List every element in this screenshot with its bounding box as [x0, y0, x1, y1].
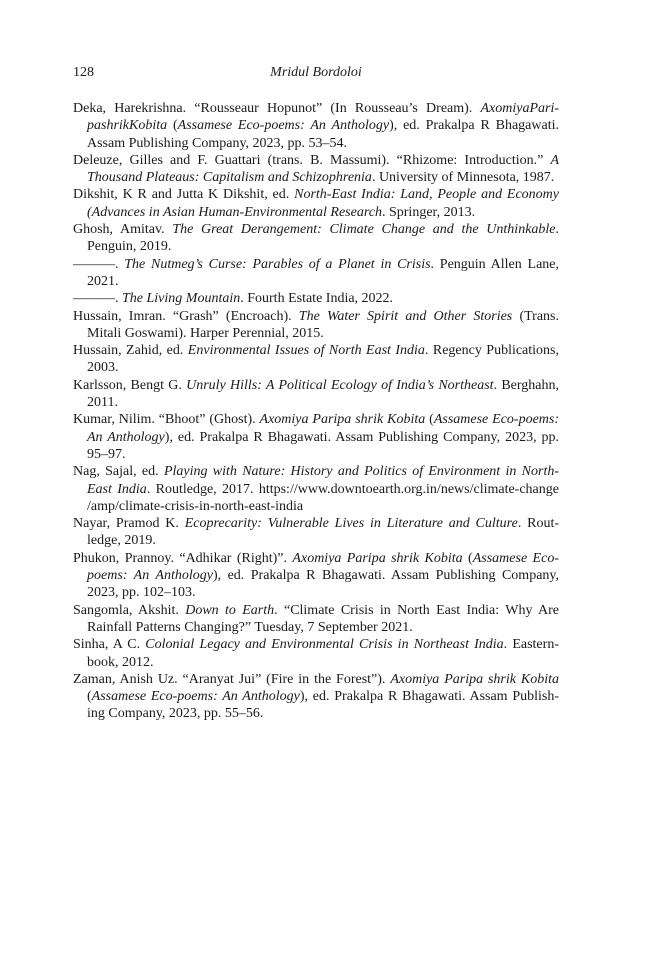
reference-text: ), ed. Prakalpa R Bhagawati. Assam Publishing Company, 2023, pp. 95–97. — [87, 429, 559, 462]
reference-text: Kumar, Nilim. “Bhoot” (Ghost). — [73, 412, 260, 428]
reference-entry — [73, 221, 559, 256]
reference-text: . Penguin, 2019. — [87, 222, 560, 255]
reference-text: . Routledge, 2017. https://www.downtoearth.org.in/news/climate-change /amp/climate-crisis-in-north-east-india — [87, 481, 559, 514]
reference-text: Sinha, A C. — [73, 637, 146, 653]
reference-text: Deka, Harekrishna. “Rousseaur Hopunot” (In Rousseau’s Dream). — [73, 101, 481, 116]
reference-text: . Berghahn, 2011. — [87, 377, 560, 411]
reference-title: Assamese Eco-poems: An Anthology — [91, 689, 300, 705]
reference-entry — [73, 377, 559, 412]
reference-text: . Rout-ledge, 2019. — [87, 516, 559, 549]
reference-text: ), ed. Prakalpa R Bhagawati. Assam Publishing Company, 2023, pp. 53–54. — [87, 118, 559, 151]
reference-entry — [73, 411, 559, 463]
reference-text: ( — [167, 118, 178, 134]
reference-title: The Living Mountain — [122, 291, 241, 307]
page-number: 128 — [73, 65, 94, 80]
reference-text: . Penguin Allen Lane, 2021. — [87, 256, 559, 289]
reference-text: ———. — [73, 291, 122, 307]
reference-entry — [73, 515, 559, 550]
reference-title: Axomiya Paripa shrik Kobita — [390, 671, 559, 687]
reference-entry — [73, 290, 559, 307]
reference-text: ———. — [73, 256, 125, 272]
reference-list — [73, 100, 559, 723]
reference-title: North-East India: Land, People and Economy (Advances in Asian Human-Environmental Research — [87, 187, 559, 220]
reference-title: Unruly Hills: A Political Ecology of India’s Northeast — [186, 377, 494, 393]
reference-text: Dikshit, K R and Jutta K Dikshit, ed. — [73, 187, 295, 203]
reference-title: Down to Earth — [185, 602, 275, 618]
reference-entry — [73, 186, 559, 221]
reference-text: . Eastern-book, 2012. — [87, 637, 559, 670]
reference-text: Deleuze, Gilles and F. Guattari (trans. B. Massumi). “Rhizome: Introduction.” — [73, 152, 551, 168]
reference-title: The Nutmeg’s Curse: Parables of a Planet in Crisis — [124, 256, 431, 272]
reference-title: AxomiyaPari-pashrikKobita — [87, 101, 559, 134]
reference-title: A Thousand Plateaus: Capitalism and Schizophrenia — [87, 152, 559, 186]
reference-title: Assamese Eco-poems: An Anthology — [87, 550, 559, 584]
reference-text: Sangomla, Akshit. — [73, 602, 186, 618]
reference-text: Nag, Sajal, ed. — [73, 464, 164, 480]
reference-text: ), ed. Prakalpa R Bhagawati. Assam Publish-ing Company, 2023, pp. 55–56. — [87, 689, 560, 722]
page-header — [73, 65, 559, 87]
reference-title: Environmental Issues of North East India — [187, 343, 425, 359]
reference-title: Axomiya Paripa shrik Kobita — [292, 550, 463, 566]
reference-text: Zaman, Anish Uz. “Aranyat Jui” (Fire in the Forest”). — [73, 671, 391, 687]
reference-title: Axomiya Paripa shrik Kobita — [259, 412, 426, 428]
reference-entry — [73, 100, 559, 152]
reference-text: . Fourth Estate India, 2022. — [240, 291, 394, 307]
reference-text: Karlsson, Bengt G. — [73, 377, 187, 393]
reference-text: ( — [87, 689, 92, 705]
reference-text: . Springer, 2013. — [381, 204, 476, 220]
reference-text: Hussain, Imran. “Grash” (Encroach). — [73, 308, 299, 324]
reference-entry — [73, 152, 559, 187]
reference-text: Hussain, Zahid, ed. — [73, 343, 188, 359]
reference-entry — [73, 308, 559, 343]
reference-entry — [73, 636, 559, 671]
reference-text: . “Climate Crisis in North East India: Why Are Rainfall Patterns Changing?” Tuesday, 7 September 2021. — [87, 602, 560, 635]
reference-text: ( — [462, 550, 473, 566]
reference-text: . University of Minnesota, 1987. — [371, 170, 555, 186]
reference-text: Ghosh, Amitav. — [73, 222, 173, 238]
reference-entry — [73, 256, 559, 291]
reference-text: ), ed. Prakalpa R Bhagawati. Assam Publishing Company, 2023, pp. 102–103. — [87, 568, 559, 601]
reference-entry — [73, 671, 559, 723]
reference-title: Ecoprecarity: Vulnerable Lives in Literature and Culture — [184, 516, 518, 532]
reference-entry — [73, 602, 559, 637]
reference-title: Assamese Eco-poems: An Anthology — [87, 412, 560, 445]
reference-entry — [73, 342, 559, 377]
reference-text: Phukon, Prannoy. “Adhikar (Right)”. — [73, 550, 293, 566]
reference-title: The Water Spirit and Other Stories — [298, 308, 513, 324]
reference-title: The Great Derangement: Climate Change and the Unthinkable — [172, 222, 556, 238]
reference-entry — [73, 550, 559, 602]
reference-title: Playing with Nature: History and Politics of Environment in North-East India — [87, 464, 560, 497]
reference-text: (Trans. Mitali Goswami). Harper Perennial, 2015. — [87, 308, 559, 341]
reference-title: Colonial Legacy and Environmental Crisis in Northeast India — [145, 637, 504, 653]
reference-text: Nayar, Pramod K. — [73, 516, 185, 532]
running-head-author: Mridul Bordoloi — [270, 65, 362, 80]
reference-text: ( — [425, 412, 434, 428]
reference-title: Assamese Eco-poems: An Anthology — [177, 118, 390, 134]
reference-text: . Regency Publications, 2003. — [87, 343, 560, 376]
reference-entry — [73, 463, 559, 515]
